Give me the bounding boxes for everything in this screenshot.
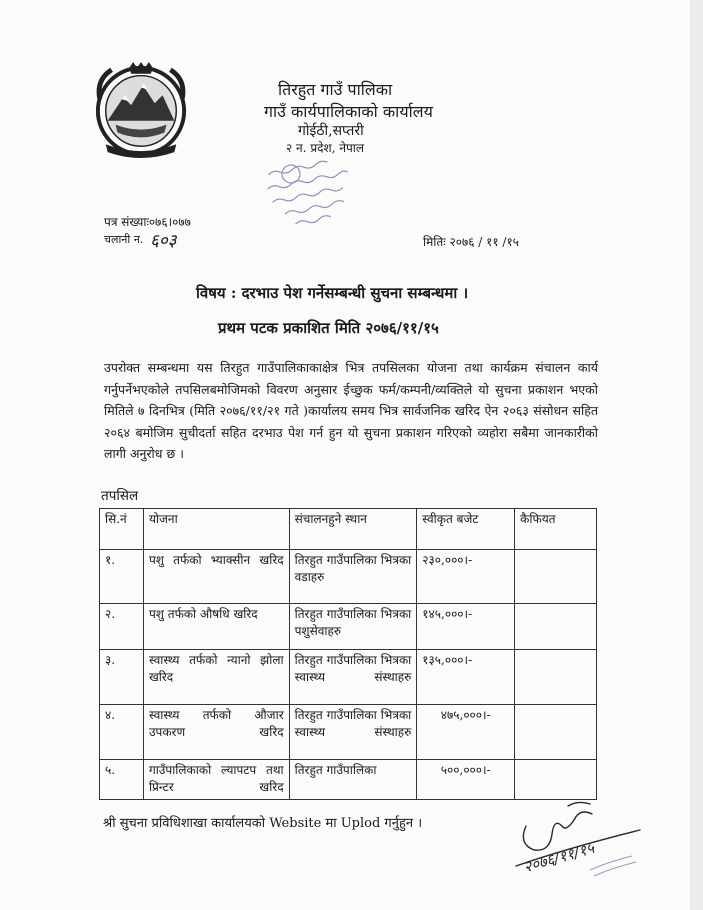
letter-date: मितिः २०७६ / ११ /१५ — [423, 235, 519, 249]
cell-sn: ५. — [100, 760, 144, 800]
table-row — [100, 760, 597, 800]
table-row — [100, 650, 597, 705]
cell-yojana: गाउँपालिकाको ल्यापटप तथा प्रिन्टर खरिद — [143, 760, 289, 800]
office-address: गोईठी,सप्तरी — [298, 123, 364, 139]
publication-date: प्रथम पटक प्रकाशित मिति २०७६/११/१५ — [218, 319, 439, 337]
cell-location: तिरहुत गाउँपालिका भित्रका स्वास्थ्य संस्थाहरु — [289, 705, 417, 760]
cell-budget: ५००,०००।- — [417, 760, 515, 800]
column-header-location: संचालनहुने स्थान — [289, 509, 417, 550]
table-header-row — [100, 509, 597, 550]
cell-budget: १४५,०००।- — [417, 604, 515, 650]
notice-subject: विषय : दरभाउ पेश गर्नेसम्बन्धी सुचना सम्बन्धमा । — [196, 284, 469, 302]
table-row — [100, 705, 597, 760]
table-row — [100, 550, 597, 604]
cell-remarks — [515, 604, 597, 650]
cell-remarks — [515, 550, 597, 604]
cell-remarks — [515, 650, 597, 705]
cell-budget: १३५,०००।- — [417, 650, 515, 705]
cell-location: तिरहुत गाउँपालिका भित्रका वडाहरु — [289, 550, 417, 604]
municipality-name: तिरहुत गाउँ पालिका — [278, 80, 393, 99]
cell-remarks — [515, 760, 597, 800]
cell-sn: ३. — [100, 650, 144, 705]
cell-yojana: पशु तर्फको औषधि खरिद — [143, 604, 289, 650]
cell-yojana: पशु तर्फको भ्याक्सीन खरिद — [143, 550, 289, 604]
cell-remarks — [515, 705, 597, 760]
cell-sn: ४. — [100, 705, 144, 760]
cell-location: तिरहुत गाउँपालिका भित्रका पशुसेवाहरु — [289, 604, 417, 650]
cell-yojana: स्वास्थ्य तर्फको औजार उपकरण खरिद — [143, 705, 289, 760]
dispatch-number-label: चलानी न. — [104, 233, 144, 246]
column-header-remarks: कैफियत — [515, 509, 597, 550]
table-row — [100, 604, 597, 650]
schedule-table — [99, 508, 597, 800]
column-header-sn: सि.नं — [100, 509, 144, 550]
province-line: २ न. प्रदेश, नेपाल — [286, 141, 365, 155]
notice-body: उपरोक्त सम्बन्धमा यस तिरहुत गाउँपालिकाकाक्षेत्र भित्र तपसिलका योजना तथा कार्यक्रम संचालन कार्य गर्नुपर्नेभएकोले तपसिलबमोजिमको विवरण अनुसार ईच्छुक फर्म/कम्पनी/व्यक्तिले यो सुचना प्रकाशन भएको मितिले ७ दिनभित्र (मिति २०७६/११/२१ गते )कार्यालय समय भित्र सार्वजनिक खरिद ऐन २०६३ संसोधन सहित २०६४ बमोजिम सुचीदर्ता सहित दरभाउ पेश गर्न हुन यो सुचना प्रकाशन गरिएको व्यहोरा सबैमा जानकारीको लागी अनुरोध छ । — [104, 360, 598, 461]
letter-reference-number: पत्र संख्याः०७६।०७७ — [104, 215, 191, 229]
dispatch-number-value: ६०३ — [150, 231, 177, 251]
office-name: गाउँ कार्यपालिकाको कार्यालय — [264, 102, 433, 121]
column-header-yojana: योजना — [143, 509, 289, 550]
cell-sn: १. — [100, 550, 144, 604]
cell-sn: २. — [100, 604, 144, 650]
cell-location: तिरहुत गाउँपालिका — [289, 760, 417, 800]
nepal-government-emblem — [92, 60, 190, 158]
column-header-budget: स्वीकृत बजेट — [417, 509, 515, 550]
signature-date: २०७६/११/१५ — [521, 839, 597, 877]
cell-budget: ४७५,०००।- — [417, 705, 515, 760]
scan-edge — [690, 0, 703, 910]
schedule-label: तपसिल — [101, 488, 139, 504]
cell-yojana: स्वास्थ्य तर्फको न्यानो झोला खरिद — [143, 650, 289, 705]
officer-signature — [508, 796, 648, 882]
office-stamp — [255, 150, 370, 232]
cell-budget: २३०,०००।- — [417, 550, 515, 604]
upload-instruction: श्री सुचना प्रविधिशाखा कार्यालयको Website मा Uplod गर्नुहुन । — [103, 816, 423, 831]
cell-location: तिरहुत गाउँपालिका भित्रका स्वास्थ्य संस्थाहरु — [289, 650, 417, 705]
